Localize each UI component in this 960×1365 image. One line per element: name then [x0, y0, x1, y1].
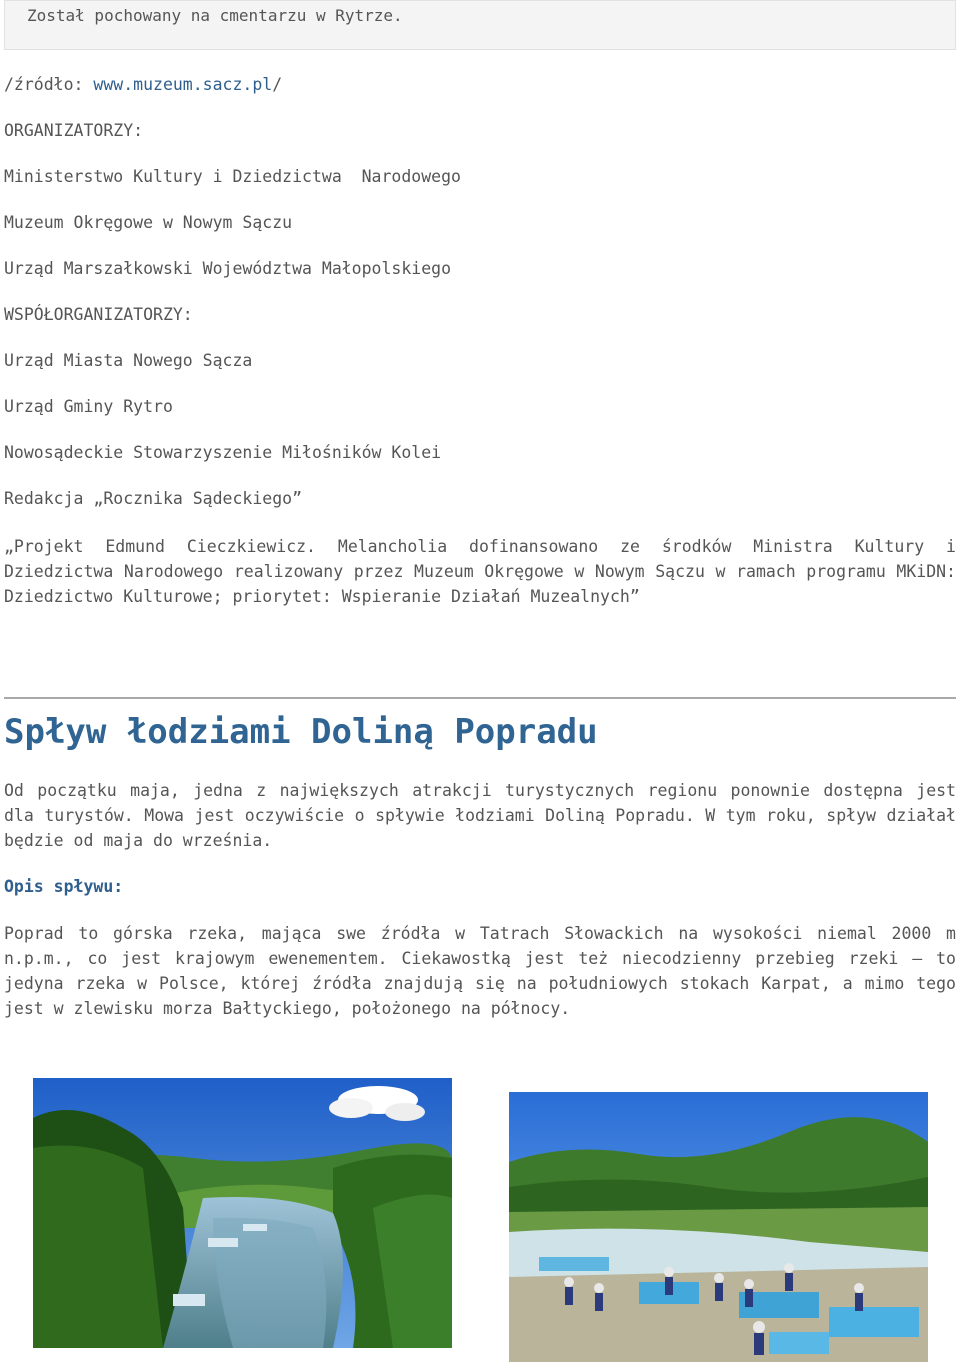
article-description: Poprad to górska rzeka, mająca swe źródła w Tatrach Słowackich na wysokości niemal 2000 m n.p.m., co jest krajowym ewenementem. Ciekawostką jest też niecodzienny przebieg rzeki – to jedyna rzeka w Polsce, której źródła znajdują się na południowych stokach Karpat, a mimo tego jest w zlewisku morza Bałtyckiego, położonego na północy. [4, 924, 956, 1018]
intro-text: Został pochowany na cmentarzu w Rytrze. [27, 6, 403, 25]
coorganizer-item: Urząd Gminy Rytro [4, 397, 173, 416]
source-line [4, 74, 282, 96]
coorganizer-item: Urząd Miasta Nowego Sącza [4, 351, 253, 370]
source-prefix: /źródło: [4, 75, 94, 94]
organizer-item: Ministerstwo Kultury i Dziedzictwa Narodowego [4, 167, 461, 186]
section-label: Opis spływu: [4, 877, 124, 896]
source-suffix: / [272, 75, 283, 94]
coorganizers-heading: WSPÓŁORGANIZATORZY: [4, 305, 193, 324]
divider [4, 697, 956, 699]
coorganizer-item: Nowosądeckie Stowarzyszenie Miłośników Kolei [4, 443, 442, 462]
coorganizer-item: Redakcja „Rocznika Sądeckiego” [4, 489, 303, 508]
source-link[interactable]: www.muzeum.sacz.pl [93, 75, 273, 94]
organizer-item: Urząd Marszałkowski Województwa Małopolskiego [4, 259, 452, 278]
article-intro: Od początku maja, jedna z największych atrakcji turystycznych regionu ponownie dostępna jest dla turystów. Mowa jest oczywiście o spływie łodziami Doliną Popradu. W tym roku, spływ działał będzie od maja do września. [4, 781, 956, 850]
river-rafts-photo [33, 1078, 452, 1348]
rafting-landing-photo [509, 1092, 928, 1362]
intro-box [4, 0, 956, 50]
organizers-heading: ORGANIZATORZY: [4, 121, 144, 140]
article-title: Spływ łodziami Doliną Popradu [4, 712, 598, 752]
organizer-item: Muzeum Okręgowe w Nowym Sączu [4, 213, 293, 232]
project-note: „Projekt Edmund Cieczkiewicz. Melancholia dofinansowano ze środków Ministra Kultury i Dziedzictwa Narodowego realizowany przez Muzeum Okręgowe w Nowym Sączu w ramach programu MKiDN: Dziedzictwo Kulturowe; priorytet: Wspieranie Działań Muzealnych” [4, 537, 956, 606]
